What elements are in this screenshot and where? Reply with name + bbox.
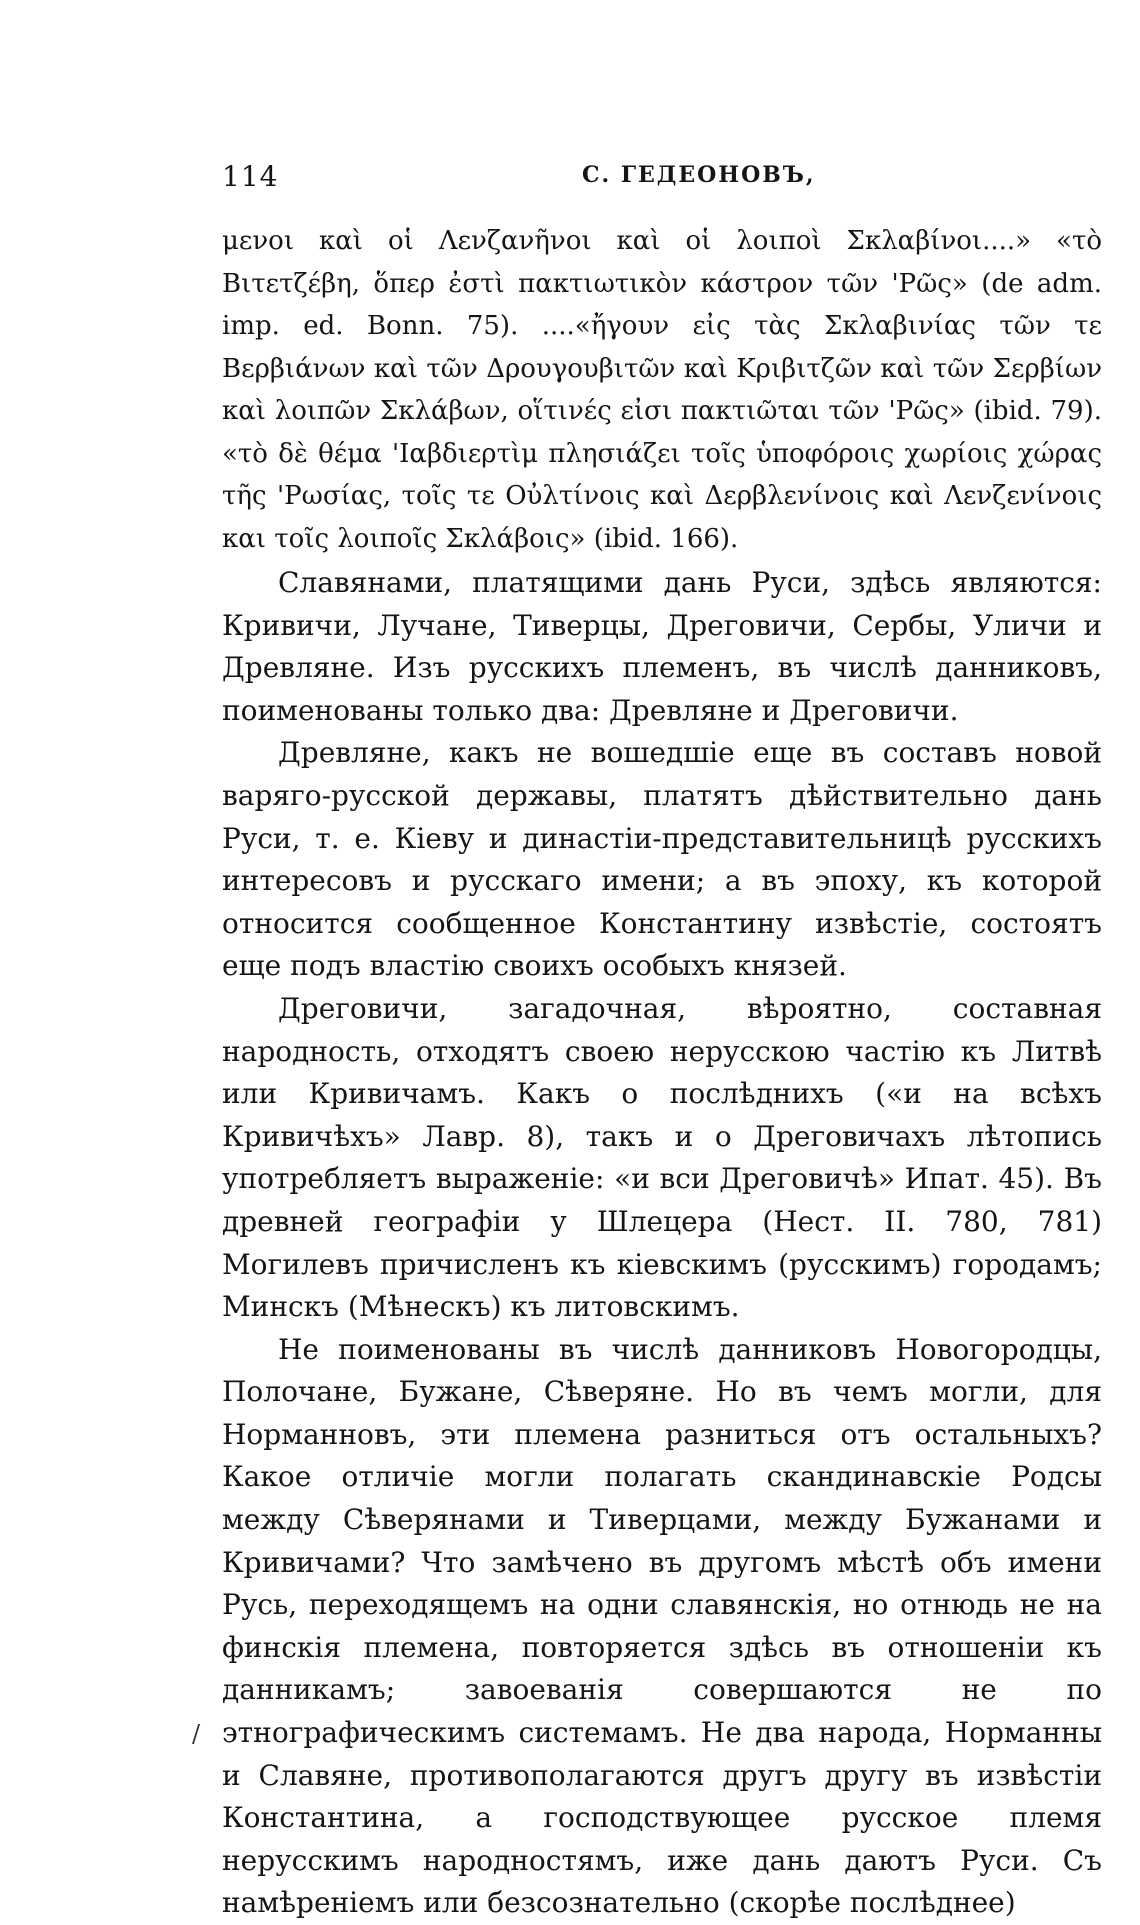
paragraph-tributaries: Славянами, платящими дань Руси, здѣсь являются: Кривичи, Лучане, Тиверцы, Дреговичи, Сербы, Уличи и Древляне. Изъ русскихъ племенъ, въ числѣ данниковъ, поименованы только два: Древляне и Дреговичи. <box>222 566 1102 727</box>
running-head-author: С. ГЕДЕОНОВЪ, <box>582 162 816 188</box>
running-head <box>222 160 1102 200</box>
body-text <box>222 220 1102 1925</box>
page-number: 114 <box>222 160 279 193</box>
margin-mark: / <box>192 1720 201 1748</box>
paragraph-not-named: Не поименованы въ числѣ данниковъ Новогородцы, Полочане, Бужане, Сѣверяне. Но въ чемъ могли, для Норманновъ, эти племена разниться отъ остальныхъ? Какое отличіе могли полагать скандинавскіе Родсы между Сѣверянами и Тиверцами, между Бужанами и Кривичами? Что замѣчено въ другомъ мѣстѣ объ имени Русь, переходящемъ на одни славянскія, но отнюдь не на финскія племена, повторяется здѣсь въ отношеніи къ данникамъ; завоеванія совершаются не по этнографическимъ системамъ. Не два народа, Норманны и Славяне, противополагаются другъ другу въ извѣстіи Константина, а господствующее русское племя нерусскимъ народностямъ, иже дань даютъ Руси. Съ намѣреніемъ или безсознательно (скорѣе послѣднее) <box>222 1332 1102 1920</box>
book-page <box>222 0 1102 1920</box>
greek-quotation: μενοι καὶ οἱ Λενζανῆνοι καὶ οἱ λοιποὶ Σκλαβίνοι....» «τὸ Βιτετζέβη, ὅπερ ἐστὶ πακτιωτικὸν κάστρον τῶν 'Ρῶς» (de adm. imp. ed. Bonn. 75). ....«ἤγουν εἰς τὰς Σκλαβινίας τῶν τε Βερβιάνων καὶ τῶν Δρουγουβιτῶν καὶ Κριβιτζῶν καὶ τῶν Σερβίων καὶ λοιπῶν Σκλάβων, οἵτινές εἰσι πακτιῶται τῶν 'Ρῶς» (ibid. 79). «τὸ δὲ θέμα 'Ιαβδιερτὶμ πλησιάζει τοῖς ὑποφόροις χωρίοις χώρας τῆς 'Ρωσίας, τοῖς τε Οὐλτίνοις καὶ Δερβλενίνοις καὶ Λενζενίνοις και τοῖς λοιποῖς Σκλάβοις» (ibid. 166). <box>222 226 1102 554</box>
paragraph-drevlyane: Древляне, какъ не вошедшіе еще въ составъ новой варяго-русской державы, платятъ дѣйствительно дань Руси, т. е. Кіеву и династіи-представительницѣ русскихъ интересовъ и русскаго имени; а въ эпоху, къ которой относится сообщенное Константину извѣстіе, состоятъ еще подъ властію своихъ особыхъ князей. <box>222 736 1102 983</box>
paragraph-dregovichi: Дреговичи, загадочная, вѣроятно, составная народность, отходятъ своею нерусскою частію къ Литвѣ или Кривичамъ. Какъ о послѣднихъ («и на всѣхъ Кривичѣхъ» Лавр. 8), такъ и о Дреговичахъ лѣтопись употребляетъ выраженіе: «и вси Дреговичѣ» Ипат. 45). Въ древней географіи у Шлецера (Нест. II. 780, 781) Могилевъ причисленъ къ кіевскимъ (русскимъ) городамъ; Минскъ (Мѣнескъ) къ литовскимъ. <box>222 991 1102 1324</box>
